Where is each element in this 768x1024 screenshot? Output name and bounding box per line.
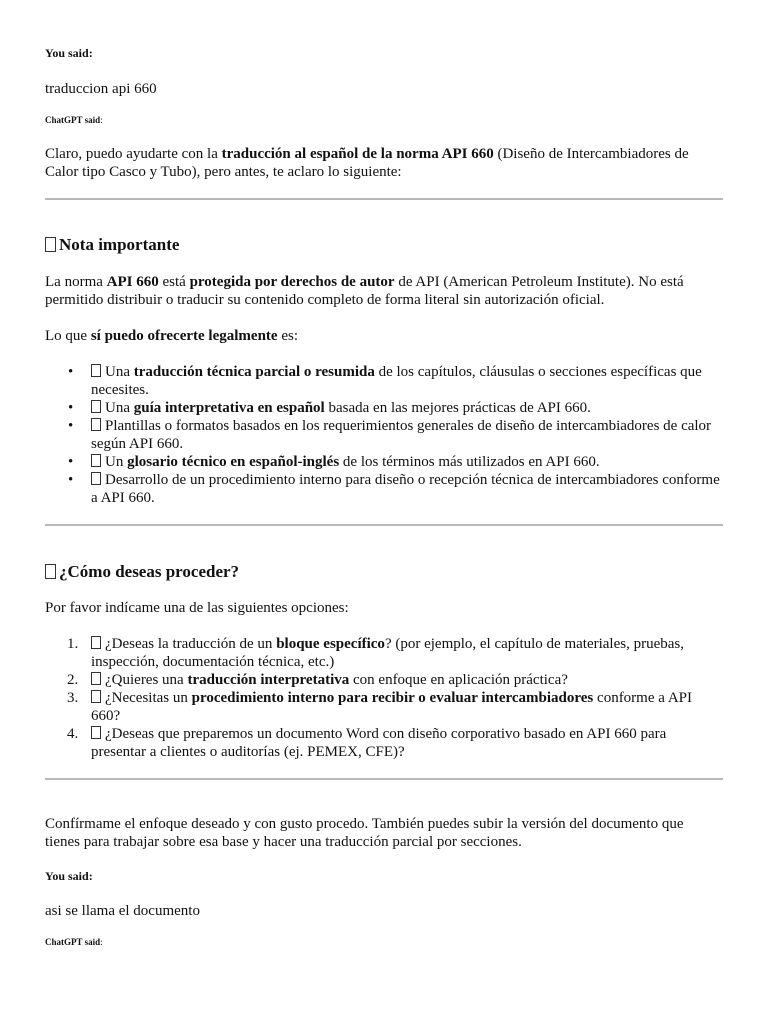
options-list — [67, 635, 723, 761]
bullet-dot: • — [68, 364, 74, 380]
list-item: 1. ¿Deseas la traducción de un bloque específico? (por ejemplo, el capítulo de materiales, pruebas, inspección, documentación técnica, etc.) — [67, 636, 684, 670]
speaker-label-assistant: ChatGPT said: — [45, 937, 103, 947]
item-number: 4. — [67, 726, 79, 742]
paragraph-options-intro: Por favor indícame una de las siguientes opciones: — [45, 600, 349, 616]
item-number: 1. — [67, 636, 79, 652]
paragraph-offer: Lo que sí puedo ofrecerte legalmente es: — [45, 328, 298, 344]
section-heading-proceder: ¿Cómo deseas proceder? — [45, 562, 239, 582]
check-icon — [91, 418, 101, 431]
list-item: 3. ¿Necesitas un procedimiento interno para recibir o evaluar intercambiadores conforme a API 660? — [67, 690, 693, 724]
gear-icon — [91, 690, 101, 703]
list-item: • Un glosario técnico en español-inglés de los términos más utilizados en API 660. — [68, 454, 600, 470]
list-item: 4. ¿Deseas que preparemos un documento Word con diseño corporativo basado en API 660 para presentar a clientes o auditorías (ej. PEMEX, CFE)? — [67, 726, 667, 760]
folder-icon — [91, 636, 101, 649]
divider — [45, 524, 723, 526]
list-item: 2. ¿Quieres una traducción interpretativa con enfoque en aplicación práctica? — [67, 672, 568, 688]
section-heading-nota: Nota importante — [45, 235, 179, 255]
offer-list — [68, 363, 723, 507]
speaker-label-assistant: ChatGPT said: — [45, 115, 103, 125]
user-message: asi se llama el documento — [45, 903, 200, 919]
list-item: • Desarrollo de un procedimiento interno para diseño o recepción técnica de intercambiadores conforme a API 660. — [68, 472, 720, 506]
check-icon — [91, 364, 101, 377]
check-icon — [91, 400, 101, 413]
list-item: • Plantillas o formatos basados en los requerimientos generales de diseño de intercambiadores de calor según API 660. — [68, 418, 712, 452]
bullet-dot: • — [68, 400, 74, 416]
document-icon — [91, 726, 101, 739]
speaker-label-user: You said: — [45, 46, 93, 60]
warning-icon — [45, 237, 56, 252]
check-icon — [91, 454, 101, 467]
item-number: 2. — [67, 672, 79, 688]
bullet-dot: • — [68, 418, 74, 434]
speaker-label-user: You said: — [45, 869, 93, 883]
brain-icon — [91, 672, 101, 685]
check-icon — [91, 472, 101, 485]
bullet-dot: • — [68, 454, 74, 470]
divider — [45, 778, 723, 780]
list-item: • Una guía interpretativa en español basada en las mejores prácticas de API 660. — [68, 400, 591, 416]
list-item: • Una traducción técnica parcial o resumida de los capítulos, cláusulas o secciones específicas que necesites. — [68, 364, 702, 398]
item-number: 3. — [67, 690, 79, 706]
user-message: traduccion api 660 — [45, 81, 157, 97]
paragraph-closing: Confírmame el enfoque deseado y con gusto procedo. También puedes subir la versión del documento que tienes para trabajar sobre esa base y hacer una traducción parcial por secciones. — [45, 816, 684, 850]
assistant-intro: Claro, puedo ayudarte con la traducción al español de la norma API 660 (Diseño de Intercambiadores de Calor tipo Casco y Tubo), pero antes, te aclaro lo siguiente: — [45, 146, 689, 180]
paragraph-copyright: La norma API 660 está protegida por derechos de autor de API (American Petroleum Institute). No está permitido distribuir o traducir su contenido completo de forma literal sin autorización oficial. — [45, 274, 684, 308]
divider — [45, 198, 723, 200]
bullet-dot: • — [68, 472, 74, 488]
arrow-icon — [45, 564, 56, 579]
